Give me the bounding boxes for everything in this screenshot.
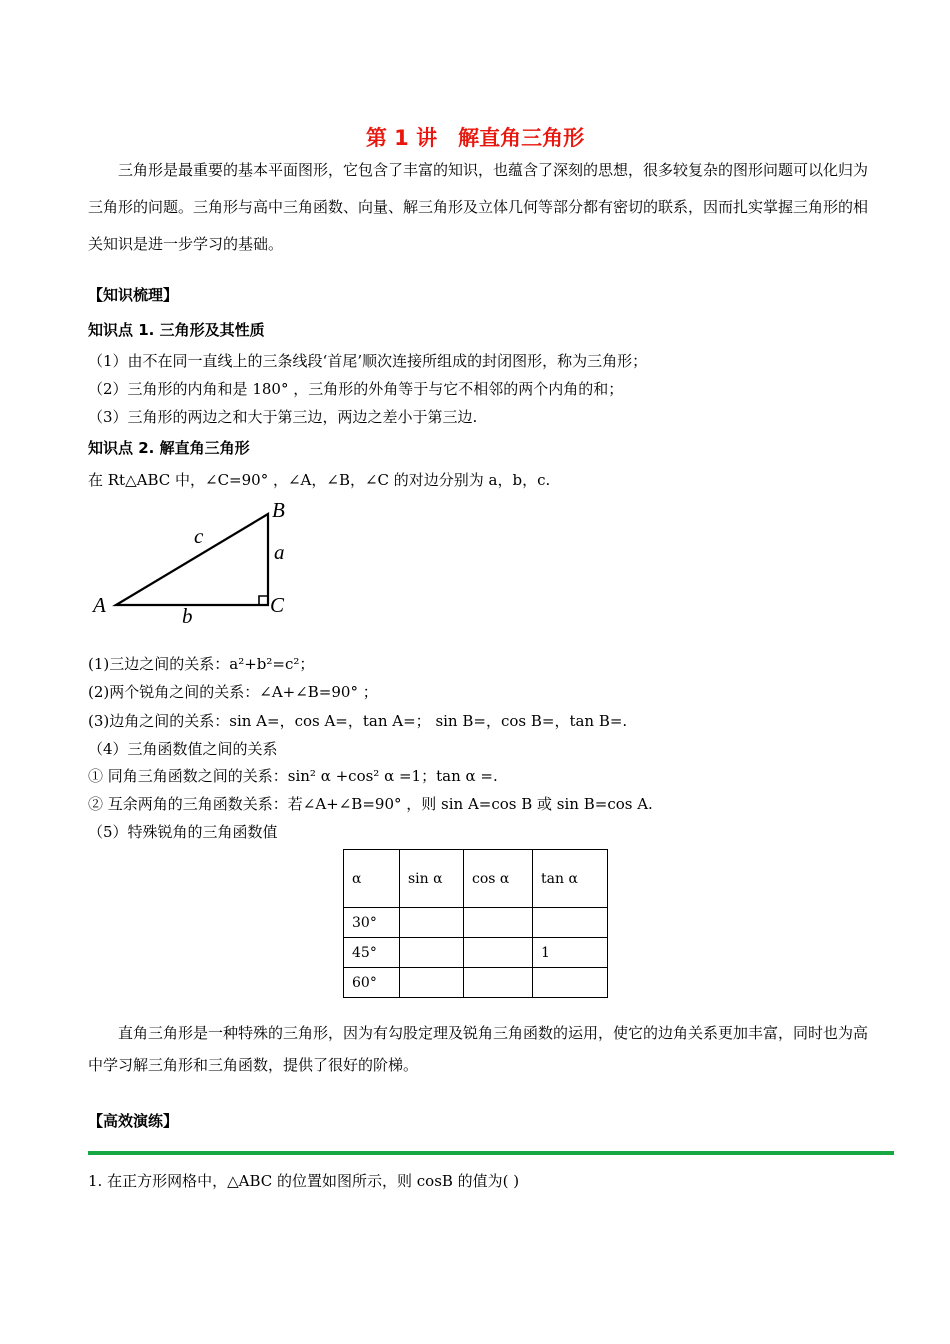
label-B: B bbox=[272, 498, 285, 522]
kp2-item-6: ② 互余两角的三角函数关系：若∠A+∠B=90° ，则 sin A=cos B 或 sin B=cos A. bbox=[88, 795, 653, 813]
header-cos: cos α bbox=[464, 850, 533, 908]
kp2-item-4: （4）三角函数值之间的关系 bbox=[88, 740, 278, 758]
header-tan: tan α bbox=[533, 850, 608, 908]
kp2-item-3: (3)边角之间的关系：sin A=，cos A=，tan A=； sin B=，cos B=，tan B=. bbox=[88, 712, 628, 730]
kp2-heading: 知识点 2. 解直角三角形 bbox=[88, 439, 250, 457]
kp2-item-1: (1)三边之间的关系：a²+b²=c²； bbox=[88, 655, 315, 673]
label-c: c bbox=[194, 524, 204, 548]
label-A: A bbox=[93, 593, 106, 617]
table-cell bbox=[400, 938, 464, 968]
section-heading-knowledge: 【知识梳理】 bbox=[88, 286, 179, 304]
table-cell bbox=[464, 968, 533, 998]
table-cell: 1 bbox=[533, 938, 608, 968]
table-row bbox=[344, 938, 608, 968]
table-cell bbox=[464, 938, 533, 968]
label-C: C bbox=[270, 593, 285, 617]
table-cell bbox=[533, 908, 608, 938]
header-sin: sin α bbox=[400, 850, 464, 908]
table-cell: 45° bbox=[344, 938, 400, 968]
table-cell bbox=[533, 968, 608, 998]
header-alpha: α bbox=[344, 850, 400, 908]
label-a: a bbox=[274, 540, 285, 564]
table-row bbox=[344, 968, 608, 998]
table-row bbox=[344, 908, 608, 938]
kp2-item-7: （5）特殊锐角的三角函数值 bbox=[88, 823, 278, 841]
kp2-item-5: ① 同角三角函数之间的关系：sin² α +cos² α =1；tan α =. bbox=[88, 767, 498, 785]
kp1-item-3: （3）三角形的两边之和大于第三边，两边之差小于第三边. bbox=[88, 408, 478, 426]
table-cell bbox=[400, 908, 464, 938]
section-divider bbox=[88, 1151, 894, 1155]
trig-values-table bbox=[343, 849, 608, 998]
kp2-intro: 在 Rt△ABC 中，∠C=90° ，∠A，∠B，∠C 的对边分别为 a，b，c. bbox=[88, 471, 551, 489]
table-cell: 30° bbox=[344, 908, 400, 938]
kp1-item-2: （2）三角形的内角和是 180° ，三角形的外角等于与它不相邻的两个内角的和； bbox=[88, 380, 624, 398]
kp1-heading: 知识点 1. 三角形及其性质 bbox=[88, 321, 265, 339]
table-cell bbox=[464, 908, 533, 938]
table-header-row bbox=[344, 850, 608, 908]
question-1: 1. 在正方形网格中，△ABC 的位置如图所示，则 cosB 的值为( ) bbox=[88, 1172, 520, 1190]
intro-paragraph: 三角形是最重要的基本平面图形，它包含了丰富的知识，也蕴含了深刻的思想，很多较复杂的图形问题可以化归为三角形的问题。三角形与高中三角函数、向量、解三角形及立体几何等部分都有密切的联系，因而扎实掌握三角形的相关知识是进一步学习的基础。 bbox=[88, 161, 869, 253]
table-cell bbox=[400, 968, 464, 998]
right-triangle-figure bbox=[88, 495, 318, 630]
section-heading-practice: 【高效演练】 bbox=[88, 1112, 179, 1130]
closing-paragraph: 直角三角形是一种特殊的三角形，因为有勾股定理及锐角三角函数的运用，使它的边角关系更加丰富，同时也为高中学习解三角形和三角函数，提供了很好的阶梯。 bbox=[88, 1024, 869, 1074]
table-cell: 60° bbox=[344, 968, 400, 998]
label-b: b bbox=[182, 604, 193, 628]
kp2-item-2: (2)两个锐角之间的关系：∠A+∠B=90° ； bbox=[88, 683, 378, 701]
page-title: 第 1 讲 解直角三角形 bbox=[365, 126, 585, 150]
kp1-item-1: （1）由不在同一直线上的三条线段‘首尾’顺次连接所组成的封闭图形，称为三角形； bbox=[88, 352, 648, 370]
